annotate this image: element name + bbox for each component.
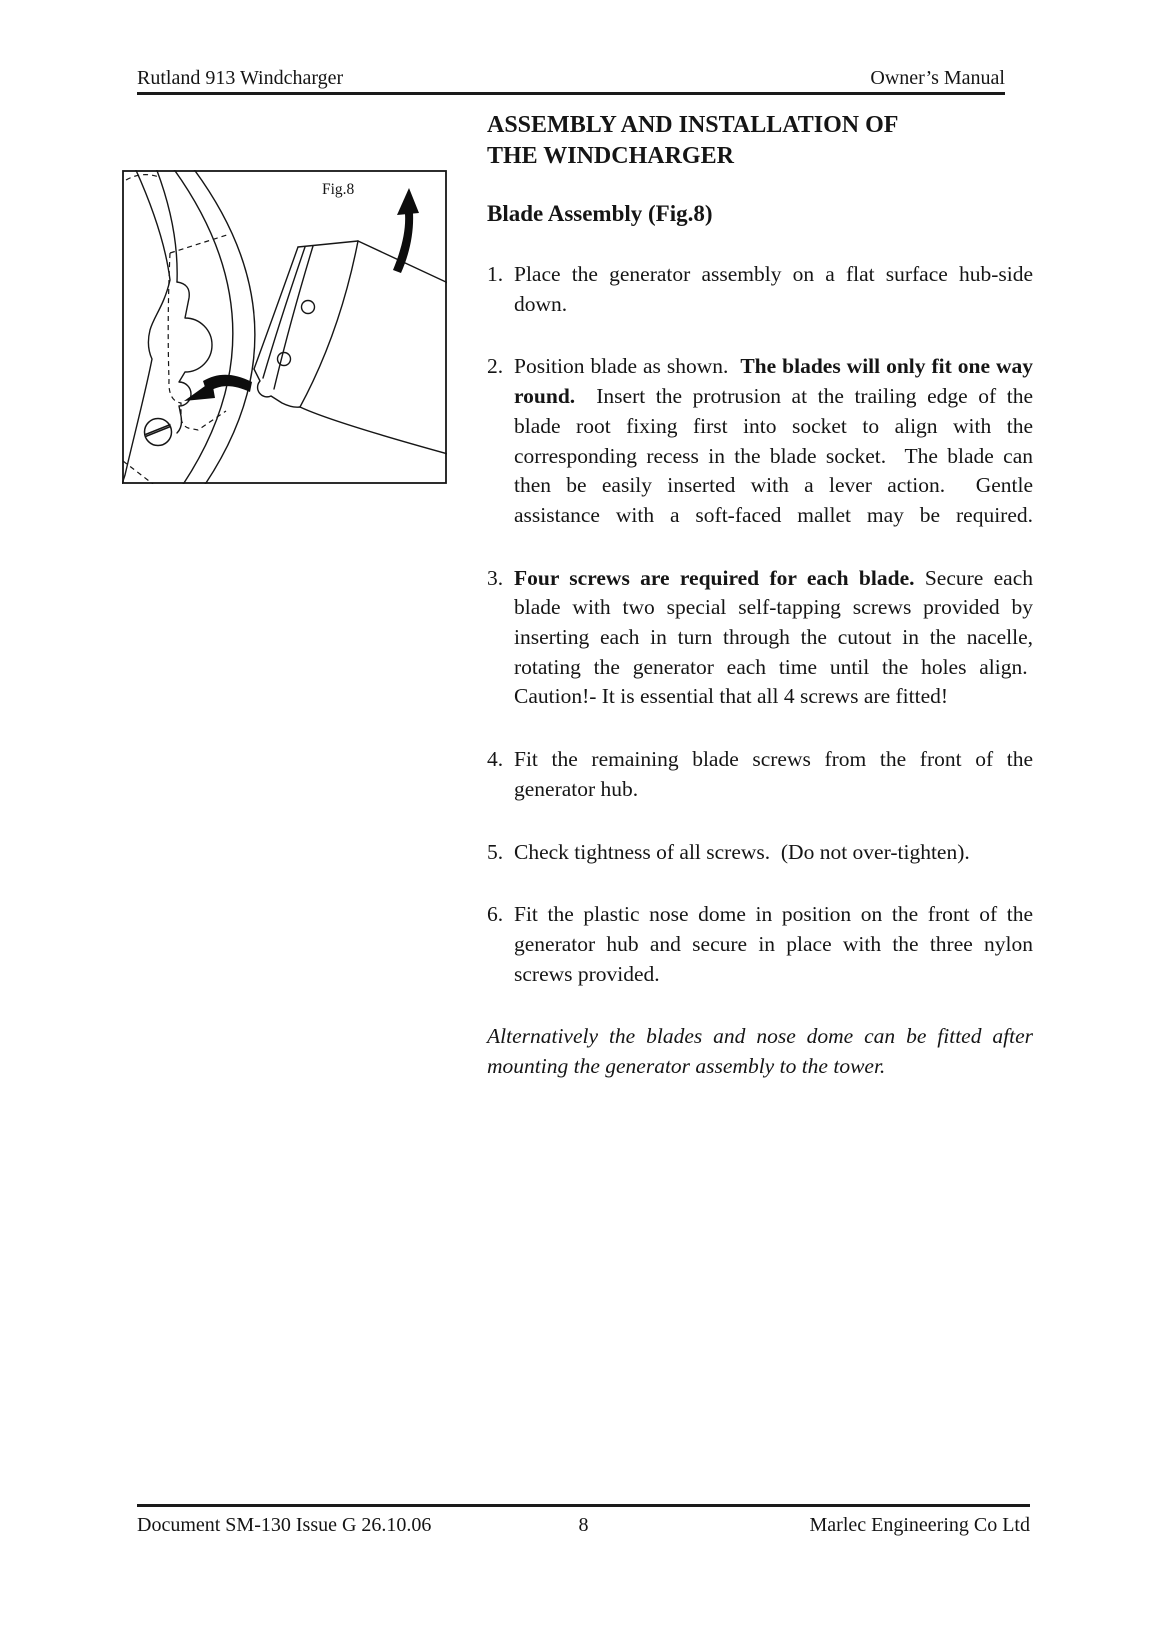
step-number: 1. bbox=[487, 262, 504, 286]
step-text bbox=[514, 564, 1033, 713]
step-text-run: Secure each blade with two special self-tapping screws provided by inserting each in turn through the cutout in the nacelle, rotating the generator each time until the holes align. Caution!- It is essential that all 4 screws are fitted! bbox=[514, 565, 1034, 709]
subsection-title: Blade Assembly (Fig.8) bbox=[487, 201, 713, 226]
step-text-run: Fit the plastic nose dome in position on the front of the generator hub and secure in place with the three nylon screws provided. bbox=[514, 902, 1033, 986]
step-text bbox=[514, 838, 1033, 868]
step-text bbox=[514, 745, 1033, 804]
step-text-bold-run: The blades will only fit one way round. bbox=[514, 354, 1033, 409]
figure-8 bbox=[122, 170, 447, 484]
header-rule bbox=[137, 92, 1005, 95]
footer-rule bbox=[137, 1504, 1030, 1507]
header-document-title: Rutland 913 Windcharger bbox=[137, 67, 344, 89]
step-number: 3. bbox=[487, 565, 504, 590]
step-item bbox=[487, 745, 1033, 804]
blade-root-outline bbox=[254, 241, 447, 454]
step-text-run: Position blade as shown. bbox=[514, 354, 741, 379]
steps-list bbox=[487, 260, 1033, 989]
step-text-bold-run: Four screws are required for each blade. bbox=[514, 565, 915, 590]
main-text-column bbox=[487, 110, 1033, 1082]
section-title bbox=[487, 110, 1033, 172]
header-manual-label: Owner’s Manual bbox=[870, 67, 1005, 89]
step-text bbox=[514, 900, 1033, 989]
step-number: 6. bbox=[487, 902, 504, 927]
hub-socket-outline bbox=[122, 170, 255, 484]
step-item bbox=[487, 352, 1033, 530]
figure-8-drawing bbox=[122, 170, 447, 484]
step-item bbox=[487, 564, 1033, 713]
step-item bbox=[487, 900, 1033, 989]
step-text bbox=[514, 352, 1033, 530]
screw-head bbox=[145, 419, 172, 446]
section-title-line2: THE WINDCHARGER bbox=[487, 143, 734, 169]
insert-direction-arrow bbox=[184, 375, 252, 401]
step-number: 2. bbox=[487, 354, 504, 379]
step-text-run: Insert the protrusion at the trailing edge of the blade root fixing first into socket to align with the corresponding recess in the blade socket. The blade can then be easily inserted with a lever action. Gentle assistance with a soft-faced mallet may be required. bbox=[514, 384, 1033, 527]
hidden-recess-dashed-outline bbox=[123, 175, 230, 484]
section-title-line1: ASSEMBLY AND INSTALLATION OF bbox=[487, 112, 899, 138]
footer-page-number: 8 bbox=[578, 1514, 589, 1536]
alternative-note: Alternatively the blades and nose dome can be fitted after mounting the generator assembly to the tower. bbox=[487, 1024, 1033, 1079]
step-text-run: Check tightness of all screws. (Do not over-tighten). bbox=[514, 839, 970, 864]
step-number: 4. bbox=[487, 747, 504, 772]
lever-direction-arrow bbox=[393, 188, 419, 273]
figure-label: Fig.8 bbox=[322, 181, 355, 198]
step-item bbox=[487, 838, 1033, 868]
step-text-run: Place the generator assembly on a flat surface hub-side down. bbox=[514, 262, 1033, 316]
step-number: 5. bbox=[487, 839, 504, 864]
step-text-run: Fit the remaining blade screws from the front of the generator hub. bbox=[514, 747, 1033, 801]
step-item bbox=[487, 260, 1033, 319]
footer-document-ref: Document SM-130 Issue G 26.10.06 bbox=[137, 1514, 432, 1536]
footer-company-name: Marlec Engineering Co Ltd bbox=[809, 1514, 1030, 1536]
step-text bbox=[514, 260, 1033, 319]
